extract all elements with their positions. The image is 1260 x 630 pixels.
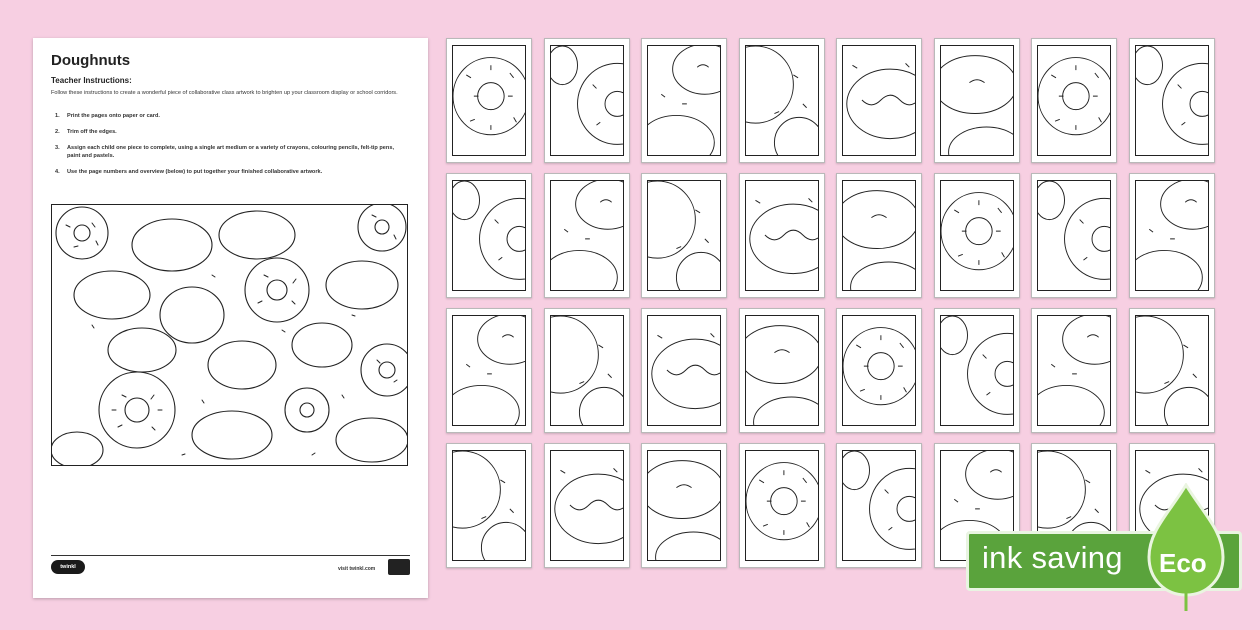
colouring-page-card bbox=[836, 308, 922, 433]
doughnut-drawing bbox=[551, 181, 623, 290]
colouring-page-artwork bbox=[647, 180, 721, 291]
teacher-instructions-heading: Teacher Instructions: bbox=[51, 76, 132, 85]
colouring-page-artwork bbox=[452, 450, 526, 561]
colouring-page-artwork bbox=[1135, 315, 1209, 426]
twinkl-logo: twinkl bbox=[51, 560, 85, 574]
doughnut-drawing bbox=[1038, 316, 1110, 425]
colouring-page-card bbox=[446, 38, 532, 163]
colouring-page-artwork bbox=[842, 315, 916, 426]
colouring-page-artwork bbox=[940, 45, 1014, 156]
colouring-page-card bbox=[544, 38, 630, 163]
instruction-step: 1. Print the pages onto paper or card. bbox=[55, 113, 160, 119]
doughnut-drawing bbox=[1038, 181, 1110, 290]
colouring-page-artwork bbox=[940, 315, 1014, 426]
colouring-page-card bbox=[934, 38, 1020, 163]
colouring-page-artwork bbox=[647, 315, 721, 426]
colouring-page-artwork bbox=[550, 180, 624, 291]
colouring-page-card bbox=[836, 173, 922, 298]
instruction-steps bbox=[55, 112, 405, 184]
doughnut-drawing bbox=[648, 451, 720, 560]
footer-url: visit twinkl.com bbox=[338, 566, 376, 572]
doughnut-drawing bbox=[1136, 181, 1208, 290]
colouring-page-card bbox=[1129, 38, 1215, 163]
colouring-page-card bbox=[641, 443, 727, 568]
colouring-page-artwork bbox=[1135, 45, 1209, 156]
artwork-overview-image bbox=[51, 204, 408, 466]
colouring-page-artwork bbox=[842, 450, 916, 561]
instructions-intro: Follow these instructions to create a wonderful piece of collaborative class artwork to brighten up your classroom display or school corridors. bbox=[51, 90, 398, 96]
colouring-page-card bbox=[544, 308, 630, 433]
colouring-page-card bbox=[739, 443, 825, 568]
colouring-page-artwork bbox=[745, 180, 819, 291]
colouring-page-artwork bbox=[1037, 315, 1111, 426]
colouring-page-card bbox=[836, 38, 922, 163]
colouring-page-card bbox=[739, 308, 825, 433]
doughnut-drawing bbox=[843, 451, 915, 560]
doughnut-drawing bbox=[648, 316, 720, 425]
colouring-page-card bbox=[1129, 173, 1215, 298]
doughnut-drawing bbox=[843, 46, 915, 155]
colouring-page-artwork bbox=[452, 45, 526, 156]
doughnut-drawing bbox=[551, 451, 623, 560]
sheet-footer-line bbox=[51, 555, 410, 556]
colouring-page-card bbox=[934, 173, 1020, 298]
doughnut-drawing bbox=[453, 46, 525, 155]
ink-saving-label: ink saving bbox=[982, 540, 1123, 575]
colouring-page-artwork bbox=[647, 45, 721, 156]
doughnut-drawing bbox=[941, 46, 1013, 155]
colouring-page-artwork bbox=[1135, 180, 1209, 291]
doughnut-drawing bbox=[941, 316, 1013, 425]
doughnut-drawing bbox=[1038, 46, 1110, 155]
colouring-page-artwork bbox=[550, 45, 624, 156]
colouring-page-card bbox=[544, 443, 630, 568]
colouring-page-card bbox=[1031, 173, 1117, 298]
colouring-page-card bbox=[1129, 308, 1215, 433]
colouring-page-card bbox=[1031, 38, 1117, 163]
colouring-page-artwork bbox=[745, 45, 819, 156]
doughnut-drawing bbox=[941, 181, 1013, 290]
colouring-page-card bbox=[739, 38, 825, 163]
colouring-page-card bbox=[641, 308, 727, 433]
doughnut-drawing bbox=[648, 46, 720, 155]
colouring-page-card bbox=[446, 308, 532, 433]
colouring-page-card bbox=[641, 173, 727, 298]
colouring-page-artwork bbox=[647, 450, 721, 561]
doughnut-drawing bbox=[1136, 46, 1208, 155]
doughnut-drawing bbox=[843, 316, 915, 425]
doughnut-drawing bbox=[746, 181, 818, 290]
colouring-page-artwork bbox=[940, 180, 1014, 291]
colouring-pages-grid bbox=[446, 38, 1222, 594]
doughnut-drawing bbox=[551, 46, 623, 155]
instruction-sheet bbox=[33, 38, 428, 598]
doughnut-drawing bbox=[551, 316, 623, 425]
doughnut-drawing bbox=[453, 181, 525, 290]
colouring-page-artwork bbox=[452, 315, 526, 426]
doughnut-drawing bbox=[746, 46, 818, 155]
colouring-page-card bbox=[446, 443, 532, 568]
colouring-page-artwork bbox=[842, 180, 916, 291]
colouring-page-artwork bbox=[842, 45, 916, 156]
colouring-page-artwork bbox=[550, 450, 624, 561]
colouring-page-card bbox=[446, 173, 532, 298]
doughnut-drawing bbox=[746, 316, 818, 425]
eco-label: Eco bbox=[1159, 548, 1207, 578]
colouring-page-artwork bbox=[745, 315, 819, 426]
doughnut-drawing bbox=[1136, 316, 1208, 425]
doughnut-drawing bbox=[453, 451, 525, 560]
instruction-step: 4. Use the page numbers and overview (below) to put together your finished collaborative artwork. bbox=[55, 169, 323, 175]
footer-badge-icon bbox=[388, 559, 410, 575]
colouring-page-artwork bbox=[1037, 45, 1111, 156]
doughnut-drawing bbox=[648, 181, 720, 290]
colouring-page-artwork bbox=[745, 450, 819, 561]
colouring-page-card bbox=[739, 173, 825, 298]
colouring-page-artwork bbox=[1037, 180, 1111, 291]
doughnut-drawing bbox=[843, 181, 915, 290]
colouring-page-card bbox=[641, 38, 727, 163]
colouring-page-artwork bbox=[550, 315, 624, 426]
colouring-page-card bbox=[836, 443, 922, 568]
doughnut-drawing bbox=[746, 451, 818, 560]
colouring-page-card bbox=[1031, 308, 1117, 433]
colouring-page-card bbox=[544, 173, 630, 298]
colouring-page-artwork bbox=[452, 180, 526, 291]
doughnut-drawing bbox=[453, 316, 525, 425]
instruction-step: 3. Assign each child one piece to complete, using a single art medium or a variety of crayons, colouring pencils, felt-tip pens, paint and pastels. bbox=[55, 145, 394, 159]
instruction-step: 2. Trim off the edges. bbox=[55, 129, 117, 135]
colouring-page-card bbox=[934, 308, 1020, 433]
sheet-title: Doughnuts bbox=[51, 52, 131, 69]
